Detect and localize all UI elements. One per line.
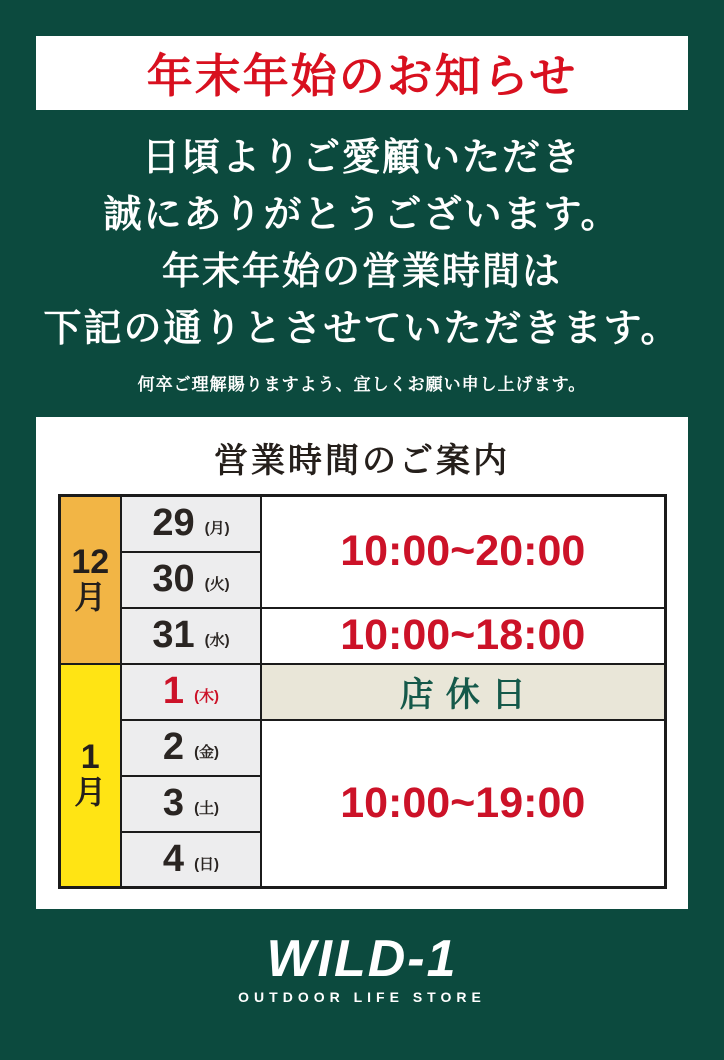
intro-line-2: 誠にありがとうございます。 (103, 194, 621, 236)
notice-title-banner (36, 36, 688, 110)
day-weekday: (土) (194, 800, 220, 817)
day-weekday: (火) (204, 576, 230, 593)
day-cell-jan1 (121, 664, 261, 720)
month-cell-january (59, 664, 121, 888)
day-weekday: (日) (194, 855, 220, 873)
card-heading: 営業時間のご案内 (214, 442, 510, 480)
day-cell-jan4 (121, 832, 261, 888)
month-kanji: 月 (74, 578, 107, 615)
wild1-logo-tagline: OUTDOOR LIFE STORE (238, 989, 486, 1005)
notice-title: 年末年始のお知らせ (146, 50, 578, 102)
day-cell-dec31 (121, 608, 261, 664)
month-number: 1 (80, 738, 100, 777)
day-weekday: (水) (204, 632, 230, 649)
intro-message (0, 130, 724, 395)
day-number: 3 (162, 782, 185, 824)
hours-cell-jan2-4: 10:00~19:00 (261, 720, 665, 888)
intro-line-3: 年末年始の営業時間は (161, 251, 562, 293)
day-number: 2 (162, 726, 185, 768)
day-weekday: (金) (194, 744, 220, 761)
day-cell-dec29 (121, 496, 261, 552)
table-row (59, 720, 665, 776)
hours-cell-dec31: 10:00~18:00 (261, 608, 665, 664)
day-cell-dec30 (121, 552, 261, 608)
table-row (59, 496, 665, 552)
day-number: 4 (162, 837, 185, 880)
day-weekday: (月) (204, 520, 230, 538)
month-kanji: 月 (74, 774, 107, 811)
month-cell-december (59, 496, 121, 664)
month-number: 12 (71, 542, 110, 581)
table-row (59, 608, 665, 664)
hours-cell-dec29-30: 10:00~20:00 (261, 496, 665, 608)
day-cell-jan3 (121, 776, 261, 832)
day-weekday: (木) (194, 688, 220, 705)
wild1-logo-wordmark: WILD-1 (266, 930, 458, 988)
day-number: 31 (152, 614, 195, 656)
day-cell-jan2 (121, 720, 261, 776)
day-number: 30 (152, 558, 195, 600)
wild1-logo (0, 930, 724, 1005)
intro-line-1: 日頃よりご愛顧いただき (141, 137, 582, 179)
hours-cell-jan1-closed: 店休日 (261, 664, 665, 720)
day-number: 29 (152, 502, 195, 545)
table-row (59, 664, 665, 720)
intro-note: 何卒ご理解賜りますよう、宜しくお願い申し上げます。 (137, 375, 587, 394)
business-hours-card (36, 417, 688, 909)
day-number: 1 (162, 670, 185, 712)
intro-line-4: 下記の通りとさせていただきます。 (43, 308, 681, 350)
business-hours-table (58, 494, 667, 889)
